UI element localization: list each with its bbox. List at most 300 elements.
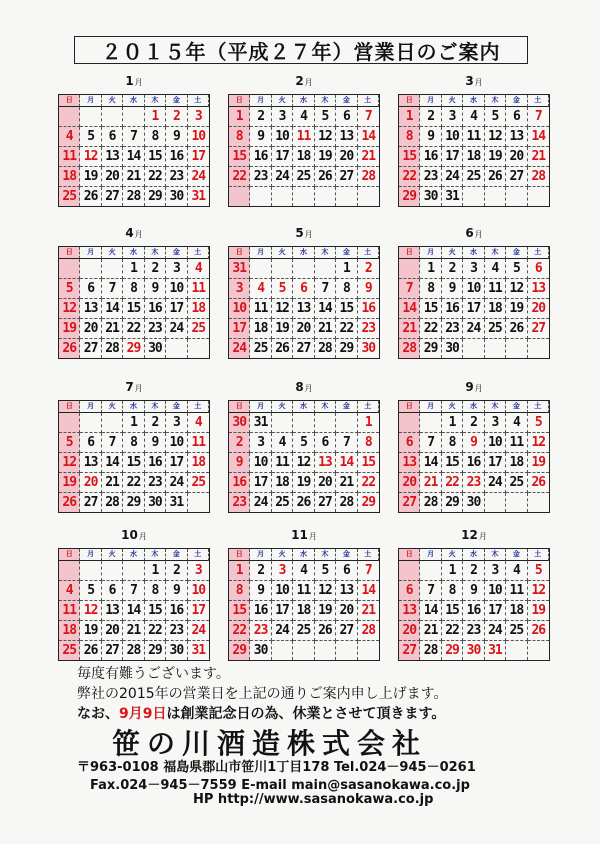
day-cell: 2 (229, 433, 250, 453)
day-cell: 31 (250, 413, 271, 433)
month-table (228, 548, 380, 661)
day-cell: 31 (166, 493, 187, 512)
month-label (58, 380, 210, 394)
day-cell: 19 (528, 601, 549, 621)
day-cell: 10 (166, 279, 187, 299)
day-cell: 27 (336, 167, 357, 187)
day-cell: 26 (315, 621, 336, 641)
day-cell: 11 (463, 127, 484, 147)
day-cell: 25 (485, 319, 506, 339)
day-cell: 29 (399, 187, 420, 206)
weekday-header: 木 (485, 401, 506, 413)
day-cell: 3 (229, 279, 250, 299)
day-cell: 15 (229, 601, 250, 621)
day-cell: 18 (506, 601, 527, 621)
day-cell: 25 (506, 473, 527, 493)
day-cell: 6 (506, 107, 527, 127)
weekday-header: 日 (229, 401, 250, 413)
day-cell: 3 (188, 561, 209, 581)
empty-cell (272, 641, 293, 660)
weekday-header: 月 (80, 401, 101, 413)
day-cell: 1 (399, 107, 420, 127)
day-cell: 14 (123, 147, 144, 167)
day-cell: 10 (188, 581, 209, 601)
day-cell: 13 (80, 453, 101, 473)
empty-cell (59, 561, 80, 581)
weekday-header: 水 (293, 549, 314, 561)
company-name: 笹の川酒造株式会社 (112, 727, 428, 760)
day-cell: 17 (272, 147, 293, 167)
day-cell: 8 (442, 433, 463, 453)
weekday-header: 金 (506, 247, 527, 259)
empty-cell (59, 107, 80, 127)
day-cell: 9 (250, 581, 271, 601)
month-number: 5 (295, 226, 304, 240)
day-cell: 13 (528, 279, 549, 299)
day-cell: 8 (229, 127, 250, 147)
day-cell: 1 (123, 259, 144, 279)
empty-cell (102, 107, 123, 127)
day-cell: 27 (399, 641, 420, 660)
day-cell: 20 (399, 473, 420, 493)
day-cell: 11 (485, 279, 506, 299)
day-cell: 11 (272, 453, 293, 473)
day-cell: 13 (80, 299, 101, 319)
day-cell: 29 (145, 187, 166, 206)
empty-cell (59, 413, 80, 433)
weekday-header: 金 (166, 95, 187, 107)
day-cell: 18 (506, 453, 527, 473)
day-cell: 10 (272, 127, 293, 147)
day-cell: 25 (293, 621, 314, 641)
month-number: 6 (465, 226, 474, 240)
weekday-header: 火 (102, 401, 123, 413)
day-cell: 16 (420, 147, 441, 167)
day-cell: 21 (102, 473, 123, 493)
day-cell: 8 (399, 127, 420, 147)
day-cell: 4 (293, 107, 314, 127)
day-cell: 7 (420, 581, 441, 601)
weekday-header: 土 (188, 247, 209, 259)
day-cell: 10 (442, 127, 463, 147)
day-cell: 2 (463, 561, 484, 581)
day-cell: 16 (358, 299, 379, 319)
month-unit: 月 (304, 384, 313, 393)
month-unit: 月 (478, 532, 487, 541)
day-cell: 19 (80, 167, 101, 187)
month-label (228, 380, 380, 394)
day-cell: 15 (123, 299, 144, 319)
day-cell: 16 (463, 601, 484, 621)
day-cell: 3 (485, 561, 506, 581)
day-cell: 1 (420, 259, 441, 279)
day-cell: 1 (336, 259, 357, 279)
weekday-header: 日 (59, 247, 80, 259)
month-label (398, 380, 550, 394)
day-cell: 23 (420, 167, 441, 187)
day-cell: 12 (59, 453, 80, 473)
empty-cell (420, 413, 441, 433)
day-cell: 22 (123, 319, 144, 339)
day-cell: 19 (506, 299, 527, 319)
day-cell: 25 (188, 319, 209, 339)
day-cell: 26 (80, 641, 101, 660)
day-cell: 25 (188, 473, 209, 493)
day-cell: 16 (229, 473, 250, 493)
day-cell: 14 (315, 299, 336, 319)
empty-cell (399, 561, 420, 581)
empty-cell (528, 339, 549, 358)
day-cell: 20 (336, 601, 357, 621)
empty-cell (485, 493, 506, 512)
empty-cell (250, 259, 271, 279)
day-cell: 26 (485, 167, 506, 187)
day-cell: 18 (59, 167, 80, 187)
day-cell: 4 (506, 413, 527, 433)
day-cell: 27 (80, 339, 101, 358)
weekday-header: 火 (272, 247, 293, 259)
day-cell: 7 (123, 127, 144, 147)
day-cell: 5 (315, 107, 336, 127)
homepage-text: HP http://www.sasanokawa.co.jp (193, 792, 434, 807)
empty-cell (336, 413, 357, 433)
month-number: 4 (125, 226, 134, 240)
day-cell: 12 (80, 147, 101, 167)
day-cell: 8 (442, 581, 463, 601)
day-cell: 8 (123, 433, 144, 453)
day-cell: 12 (315, 127, 336, 147)
weekday-header: 土 (188, 401, 209, 413)
day-cell: 23 (250, 167, 271, 187)
day-cell: 5 (293, 433, 314, 453)
month-table (398, 246, 550, 359)
weekday-header: 月 (80, 549, 101, 561)
day-cell: 9 (463, 433, 484, 453)
day-cell: 9 (250, 127, 271, 147)
day-cell: 27 (399, 493, 420, 512)
empty-cell (315, 187, 336, 206)
day-cell: 20 (102, 167, 123, 187)
day-cell: 2 (166, 107, 187, 127)
month-label (398, 226, 550, 240)
day-cell: 8 (229, 581, 250, 601)
day-cell: 3 (442, 107, 463, 127)
day-cell: 27 (80, 493, 101, 512)
empty-cell (399, 259, 420, 279)
day-cell: 2 (420, 107, 441, 127)
day-cell: 18 (293, 147, 314, 167)
month-table (228, 94, 380, 207)
day-cell: 10 (463, 279, 484, 299)
empty-cell (80, 107, 101, 127)
day-cell: 12 (528, 581, 549, 601)
day-cell: 24 (188, 621, 209, 641)
day-cell: 6 (399, 433, 420, 453)
day-cell: 24 (485, 621, 506, 641)
day-cell: 17 (166, 453, 187, 473)
day-cell: 19 (59, 473, 80, 493)
month-label (58, 226, 210, 240)
day-cell: 16 (166, 147, 187, 167)
day-cell: 19 (293, 473, 314, 493)
day-cell: 1 (123, 413, 144, 433)
day-cell: 11 (188, 279, 209, 299)
empty-cell (80, 259, 101, 279)
weekday-header: 日 (59, 95, 80, 107)
weekday-header: 木 (315, 549, 336, 561)
empty-cell (506, 339, 527, 358)
day-cell: 4 (59, 581, 80, 601)
day-cell: 5 (59, 433, 80, 453)
weekday-header: 土 (528, 401, 549, 413)
day-cell: 30 (166, 641, 187, 660)
day-cell: 28 (315, 339, 336, 358)
weekday-header: 月 (80, 247, 101, 259)
day-cell: 7 (528, 107, 549, 127)
day-cell: 28 (420, 641, 441, 660)
month-table (398, 94, 550, 207)
day-cell: 12 (485, 127, 506, 147)
day-cell: 31 (229, 259, 250, 279)
day-cell: 29 (336, 339, 357, 358)
day-cell: 30 (166, 187, 187, 206)
calendar-grid (58, 74, 568, 658)
day-cell: 13 (506, 127, 527, 147)
empty-cell (485, 187, 506, 206)
day-cell: 5 (528, 413, 549, 433)
day-cell: 23 (463, 621, 484, 641)
day-cell: 20 (80, 473, 101, 493)
month-unit: 月 (304, 230, 313, 239)
day-cell: 24 (463, 319, 484, 339)
month-label (228, 74, 380, 88)
day-cell: 15 (336, 299, 357, 319)
day-cell: 21 (358, 147, 379, 167)
weekday-header: 日 (399, 549, 420, 561)
month-label (58, 74, 210, 88)
day-cell: 27 (293, 339, 314, 358)
weekday-header: 木 (315, 95, 336, 107)
weekday-header: 木 (145, 95, 166, 107)
weekday-header: 月 (250, 549, 271, 561)
weekday-header: 水 (463, 247, 484, 259)
day-cell: 13 (102, 601, 123, 621)
weekday-header: 木 (485, 95, 506, 107)
day-cell: 21 (123, 167, 144, 187)
day-cell: 25 (293, 167, 314, 187)
day-cell: 28 (399, 339, 420, 358)
day-cell: 6 (293, 279, 314, 299)
day-cell: 1 (229, 561, 250, 581)
day-cell: 6 (315, 433, 336, 453)
day-cell: 23 (463, 473, 484, 493)
day-cell: 19 (485, 147, 506, 167)
day-cell: 26 (80, 187, 101, 206)
day-cell: 15 (145, 147, 166, 167)
day-cell: 27 (336, 621, 357, 641)
month-unit: 月 (134, 230, 143, 239)
day-cell: 15 (145, 601, 166, 621)
day-cell: 22 (123, 473, 144, 493)
day-cell: 21 (420, 621, 441, 641)
weekday-header: 日 (59, 401, 80, 413)
weekday-header: 金 (336, 247, 357, 259)
month-number: 11 (291, 528, 308, 542)
weekday-header: 金 (166, 247, 187, 259)
day-cell: 20 (80, 319, 101, 339)
day-cell: 20 (528, 299, 549, 319)
day-cell: 12 (506, 279, 527, 299)
day-cell: 31 (191, 189, 206, 204)
day-cell: 6 (102, 581, 123, 601)
weekday-header: 火 (102, 247, 123, 259)
day-cell: 2 (358, 259, 379, 279)
day-cell: 23 (145, 473, 166, 493)
calendar-title: ２０１５年（平成２７年）営業日のご案内 (74, 36, 528, 64)
day-cell: 9 (166, 581, 187, 601)
day-cell: 28 (358, 621, 379, 641)
day-cell: 5 (528, 561, 549, 581)
day-cell: 5 (315, 561, 336, 581)
day-cell: 28 (420, 493, 441, 512)
day-cell: 14 (420, 601, 441, 621)
day-cell: 4 (272, 433, 293, 453)
weekday-header: 火 (442, 401, 463, 413)
day-cell: 14 (528, 127, 549, 147)
holiday-notice-pre: なお、 (77, 706, 119, 722)
day-cell: 29 (229, 641, 250, 660)
day-cell: 12 (528, 433, 549, 453)
fax-email-text: Fax.024－945－7559 E-mail main@sasanokawa.co.jp (90, 778, 470, 793)
weekday-header: 水 (123, 401, 144, 413)
day-cell: 25 (59, 187, 80, 206)
day-cell: 14 (358, 581, 379, 601)
day-cell: 27 (528, 319, 549, 339)
day-cell: 19 (59, 319, 80, 339)
empty-cell (102, 561, 123, 581)
day-cell: 11 (59, 147, 80, 167)
day-cell: 16 (250, 147, 271, 167)
day-cell: 7 (102, 433, 123, 453)
day-cell: 29 (442, 641, 463, 660)
empty-cell (485, 339, 506, 358)
day-cell: 9 (420, 127, 441, 147)
day-cell: 9 (358, 279, 379, 299)
day-cell: 4 (188, 259, 209, 279)
day-cell: 10 (250, 453, 271, 473)
day-cell: 28 (123, 641, 144, 660)
weekday-header: 水 (463, 549, 484, 561)
day-cell: 3 (272, 107, 293, 127)
day-cell: 24 (166, 319, 187, 339)
day-cell: 22 (358, 473, 379, 493)
weekday-header: 月 (420, 401, 441, 413)
weekday-header: 月 (250, 401, 271, 413)
day-cell: 7 (123, 581, 144, 601)
day-cell: 10 (485, 581, 506, 601)
day-cell: 28 (102, 493, 123, 512)
day-cell: 31 (485, 641, 506, 660)
month-table (398, 548, 550, 661)
day-cell: 23 (250, 621, 271, 641)
month-number: 3 (465, 74, 474, 88)
day-cell: 13 (336, 127, 357, 147)
day-cell: 17 (485, 601, 506, 621)
day-cell: 19 (528, 453, 549, 473)
weekday-header: 日 (229, 549, 250, 561)
day-cell: 23 (229, 493, 250, 512)
weekday-header: 土 (528, 549, 549, 561)
day-cell: 5 (485, 107, 506, 127)
day-cell: 30 (420, 187, 441, 206)
weekday-header: 金 (166, 401, 187, 413)
day-cell: 20 (506, 147, 527, 167)
day-cell: 22 (145, 167, 166, 187)
day-cell: 21 (336, 473, 357, 493)
empty-cell (506, 493, 527, 512)
day-cell: 26 (506, 319, 527, 339)
day-cell: 18 (463, 147, 484, 167)
day-cell: 2 (250, 561, 271, 581)
day-cell: 9 (442, 279, 463, 299)
day-cell: 26 (272, 339, 293, 358)
weekday-header: 金 (506, 95, 527, 107)
day-cell: 18 (293, 601, 314, 621)
day-cell: 21 (123, 621, 144, 641)
weekday-header: 水 (123, 95, 144, 107)
month-unit: 月 (308, 532, 317, 541)
day-cell: 20 (293, 319, 314, 339)
month-label (398, 74, 550, 88)
day-cell: 26 (528, 473, 549, 493)
day-cell: 22 (229, 167, 250, 187)
empty-cell (463, 187, 484, 206)
day-cell: 6 (336, 561, 357, 581)
empty-cell (358, 641, 379, 660)
day-cell: 25 (463, 167, 484, 187)
day-cell: 2 (463, 413, 484, 433)
empty-cell (188, 339, 209, 358)
day-cell: 11 (250, 299, 271, 319)
day-cell: 3 (485, 413, 506, 433)
day-cell: 29 (123, 339, 144, 358)
weekday-header: 火 (272, 401, 293, 413)
day-cell: 22 (420, 319, 441, 339)
empty-cell (506, 187, 527, 206)
month-unit: 月 (474, 384, 483, 393)
day-cell: 16 (442, 299, 463, 319)
day-cell: 3 (166, 413, 187, 433)
day-cell: 11 (506, 433, 527, 453)
day-cell: 17 (272, 601, 293, 621)
weekday-header: 木 (485, 247, 506, 259)
day-cell: 26 (59, 339, 80, 358)
empty-cell (420, 561, 441, 581)
weekday-header: 月 (250, 247, 271, 259)
day-cell: 16 (145, 453, 166, 473)
day-cell: 10 (272, 581, 293, 601)
day-cell: 8 (145, 127, 166, 147)
empty-cell (80, 413, 101, 433)
day-cell: 13 (102, 147, 123, 167)
month-unit: 月 (134, 78, 143, 87)
day-cell: 2 (442, 259, 463, 279)
empty-cell (293, 641, 314, 660)
day-cell: 22 (229, 621, 250, 641)
month-table (398, 400, 550, 513)
day-cell: 10 (188, 127, 209, 147)
weekday-header: 土 (188, 95, 209, 107)
